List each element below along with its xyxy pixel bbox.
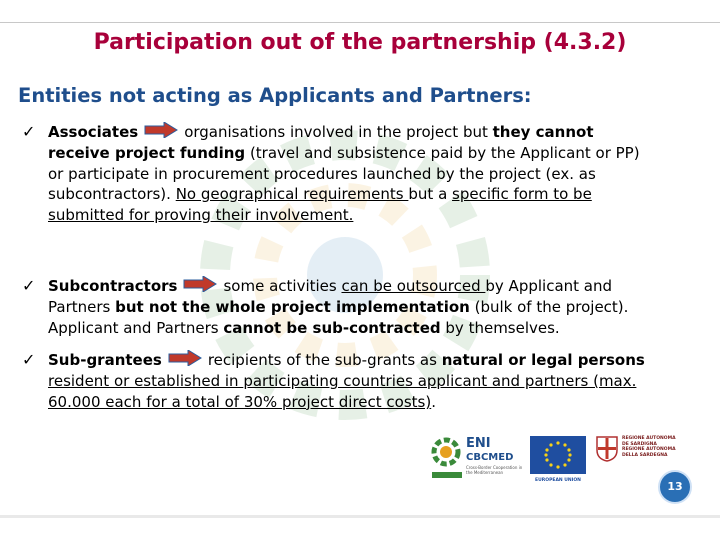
bullet-sub-grantees <box>22 350 648 412</box>
bullet-text: Sub-grantees recipients of the sub-grants as natural or legal persons resident or established in participating countries applicant and partners (max. 60.000 each for a total of 30% project direct costs). <box>48 351 645 411</box>
page-number-badge: 13 <box>658 470 692 504</box>
bullet-subcontractors <box>22 276 648 338</box>
bullet-text: Associates organisations involved in the project but they cannot receive project funding (travel and subsistence paid by the Applicant or PP) or participate in procurement procedures launched by the project (ex. as subcontractors). No geographical requirements but a specific form to be submitted for proving their involvement. <box>48 123 640 224</box>
bullet-associates <box>22 122 648 225</box>
checkmark-icon: ✓ <box>22 122 36 141</box>
right-arrow-icon <box>183 276 217 297</box>
sardinia-region-logo: REGIONE AUTONOMA DE SARDIGNA REGIONE AUTONOMA DELLA SARDEGNA <box>596 436 680 486</box>
bottom-divider <box>0 515 720 518</box>
wave-icon <box>432 472 462 478</box>
checkmark-icon: ✓ <box>22 350 36 369</box>
eu-flag-icon <box>530 436 586 474</box>
sun-logo-icon <box>430 436 462 468</box>
partner-logos <box>430 432 680 488</box>
eu-logo: EUROPEAN UNION <box>530 436 586 486</box>
right-arrow-icon <box>144 122 178 143</box>
coat-of-arms-icon <box>596 436 618 462</box>
slide-title: Participation out of the partnership (4.3.2) <box>93 30 627 55</box>
bullet-text: Subcontractors some activities can be outsourced by Applicant and Partners but not the whole project implementation (bulk of the project). Applicant and Partners cannot be sub-contracted by themselves. <box>48 277 629 337</box>
checkmark-icon: ✓ <box>22 276 36 295</box>
bullet-label: Sub-grantees <box>48 351 162 370</box>
right-arrow-icon <box>168 350 202 371</box>
bullet-label: Subcontractors <box>48 277 178 296</box>
top-divider <box>0 22 720 23</box>
eni-cbcmed-logo: ENI CBCMED Cross-Border Cooperation in the Mediterranean <box>430 432 522 488</box>
slide-subtitle: Entities not acting as Applicants and Partners: <box>18 84 532 107</box>
bullet-label: Associates <box>48 123 139 142</box>
